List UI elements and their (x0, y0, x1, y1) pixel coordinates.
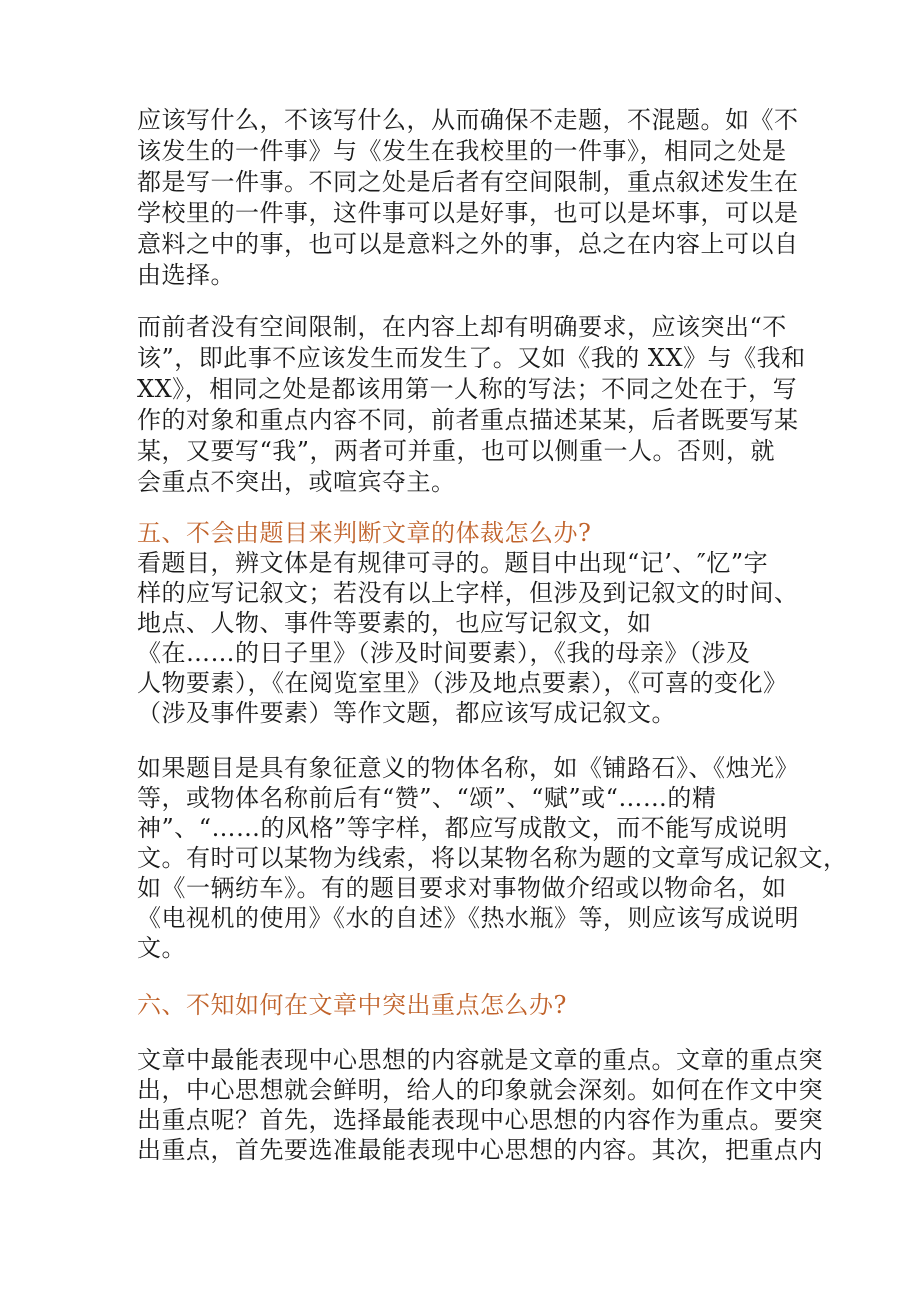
paragraph-line: 出，中心思想就会鲜明，给人的印象就会深刻。如何在作文中突 (137, 1076, 823, 1104)
paragraph-line: 文。有时可以某物为线索，将以某物名称为题的文章写成记叙文， (137, 844, 848, 872)
paragraph-line: 文。 (137, 934, 186, 962)
paragraph-line: 文章中最能表现中心思想的内容就是文章的重点。文章的重点突 (137, 1046, 823, 1074)
paragraph-line: 该”，即此事不应该发生而发生了。又如《我的 XX》与《我和 (137, 344, 806, 372)
paragraph-line: 如果题目是具有象征意义的物体名称，如《铺路石》、《烛光》 (137, 754, 799, 782)
paragraph-line: 应该写什么，不该写什么，从而确保不走题，不混题。如《不 (137, 106, 799, 134)
paragraph-line: 而前者没有空间限制，在内容上却有明确要求，应该突出“不 (137, 313, 787, 341)
paragraph-line: 等，或物体名称前后有“赞”、“颂”、“赋”或“……的精 (137, 784, 717, 812)
paragraph-line: 出重点，首先要选准最能表现中心思想的内容。其次，把重点内 (137, 1136, 823, 1164)
paragraph-line: 如《一辆纺车》。有的题目要求对事物做介绍或以物命名，如 (137, 874, 787, 902)
paragraph-line: 由选择。 (137, 261, 235, 289)
paragraph-line: 某，又要写“我”，两者可并重，也可以侧重一人。否则，就 (137, 437, 776, 465)
paragraph-line: 学校里的一件事，这件事可以是好事，也可以是坏事，可以是 (137, 199, 799, 227)
paragraph-line: 人物要素），《在阅览室里》（涉及地点要素），《可喜的变化》 (137, 669, 788, 697)
paragraph-line: 出重点呢？首先，选择最能表现中心思想的内容作为重点。要突 (137, 1106, 823, 1134)
paragraph-line: （涉及事件要素）等作文题，都应该写成记叙文。 (137, 699, 676, 727)
paragraph-line: 该发生的一件事》与《发生在我校里的一件事》，相同之处是 (137, 137, 787, 165)
paragraph-line: 作的对象和重点内容不同，前者重点描述某某，后者既要写某 (137, 406, 799, 434)
paragraph-line: 意料之中的事，也可以是意料之外的事，总之在内容上可以自 (137, 230, 799, 258)
paragraph-line: 看题目，辨文体是有规律可寻的。题目中出现“记’、″忆”字 (137, 549, 769, 577)
paragraph-line: 样的应写记叙文；若没有以上字样，但涉及到记叙文的时间、 (137, 579, 799, 607)
section-heading: 五、不会由题目来判断文章的体裁怎么办? (137, 519, 592, 547)
paragraph-line: 地点、人物、事件等要素的，也应写记叙文，如 (137, 609, 652, 637)
paragraph-line: 《电视机的使用》《水的自述》《热水瓶》等，则应该写成说明 (137, 904, 799, 932)
paragraph-line: 会重点不突出，或喧宾夺主。 (137, 468, 456, 496)
paragraph-line: 都是写一件事。不同之处是后者有空间限制，重点叙述发生在 (137, 168, 799, 196)
paragraph-line: 《在……的日子里》（涉及时间要素），《我的母亲》（涉及 (137, 639, 751, 667)
paragraph-line: XX》，相同之处是都该用第一人称的写法；不同之处在于，写 (137, 375, 798, 403)
paragraph-line: 神”、“……的风格”等字样，都应写成散文，而不能写成说明 (137, 814, 788, 842)
section-heading: 六、不知如何在文章中突出重点怎么办? (137, 991, 567, 1019)
